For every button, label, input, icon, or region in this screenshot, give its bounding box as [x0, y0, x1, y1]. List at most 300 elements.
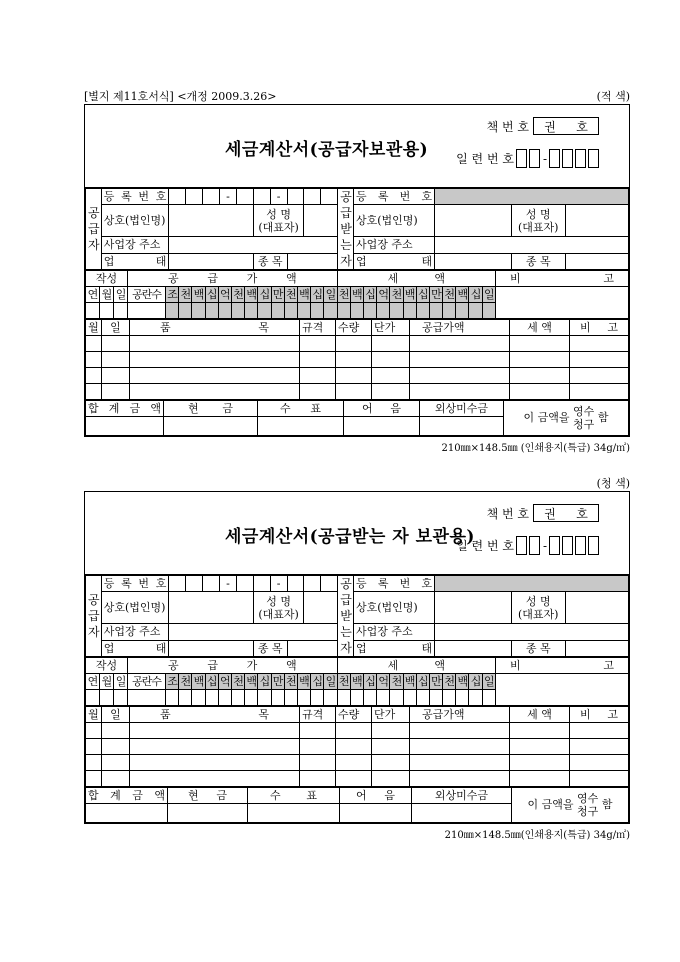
digit-label: 일 — [325, 288, 336, 301]
amount-prefix: 이 금액을 — [527, 798, 574, 811]
digit-label: 만 — [431, 288, 441, 301]
party-table — [85, 188, 629, 270]
digit-field[interactable] — [482, 303, 495, 319]
claim-option[interactable]: 청구 — [573, 418, 595, 431]
digit-label: 조 — [167, 675, 177, 688]
written-label: 작성 — [86, 271, 128, 287]
month-field[interactable] — [100, 303, 114, 319]
serial-box[interactable] — [529, 149, 540, 168]
bill-field[interactable] — [340, 804, 412, 823]
item-kind-field[interactable] — [287, 253, 338, 269]
serial-box[interactable] — [516, 536, 527, 555]
item-row[interactable] — [86, 384, 629, 400]
supply-value-label: 공 급 가 액 — [128, 658, 338, 674]
receiver-biz-type-label: 업 태 — [354, 253, 435, 269]
claim-option[interactable]: 청구 — [577, 805, 599, 818]
credit-label: 외상미수금 — [412, 788, 512, 804]
digit-field[interactable] — [271, 690, 284, 706]
total-table — [85, 400, 629, 436]
receiver-item-kind-field[interactable] — [565, 640, 628, 656]
serial-number — [456, 536, 599, 555]
biz-type-field[interactable] — [169, 640, 253, 656]
receiver-biz-type-field[interactable] — [435, 253, 512, 269]
amount-suffix: 함 — [601, 798, 613, 811]
digit-label: 천 — [338, 675, 349, 688]
year-label: 연 — [86, 674, 100, 690]
receiver-reg-no-field[interactable] — [435, 576, 629, 592]
digit-label: 십 — [206, 288, 217, 301]
digit-label: 조 — [167, 288, 177, 301]
invoice-header — [85, 105, 629, 188]
reg-digit[interactable] — [236, 189, 253, 205]
invoice-sheet — [84, 104, 630, 437]
digit-label: 억 — [378, 675, 389, 688]
digit-field[interactable] — [456, 690, 469, 706]
invoice-header — [85, 492, 629, 575]
bill-label: 어 음 — [344, 401, 420, 417]
digit-label: 십 — [470, 288, 481, 301]
reg-digit[interactable] — [203, 189, 220, 205]
credit-field[interactable] — [420, 417, 504, 436]
book-kwon-label: 권 — [544, 506, 556, 521]
col-tax: 세 액 — [510, 320, 570, 336]
total-field[interactable] — [86, 804, 168, 823]
digit-label: 천 — [391, 288, 402, 301]
digit-label: 억 — [378, 288, 389, 301]
digit-label: 천 — [233, 675, 243, 688]
supply-value-label: 공 급 가 액 — [128, 271, 338, 287]
blank-count-label: 공란수 — [128, 674, 166, 690]
digit-field[interactable] — [284, 303, 297, 319]
reg-no-label: 등 록 번 호 — [101, 576, 169, 592]
book-number-box[interactable] — [533, 504, 599, 522]
digit-label: 십 — [417, 675, 428, 688]
supplier-label: 공급자 — [86, 189, 102, 270]
receiver-label: 공급받는자 — [338, 576, 354, 657]
day-label: 일 — [114, 674, 128, 690]
amount-suffix: 함 — [597, 411, 609, 424]
digit-field[interactable] — [324, 690, 337, 706]
col-day: 일 — [102, 320, 130, 336]
credit-field[interactable] — [412, 804, 512, 823]
serial-box[interactable] — [549, 149, 560, 168]
item-kind-label: 종 목 — [253, 640, 287, 656]
digit-label: 천 — [233, 288, 243, 301]
receiver-item-kind-label: 종 목 — [511, 640, 565, 656]
biz-type-field[interactable] — [169, 253, 253, 269]
digit-label: 천 — [180, 675, 191, 688]
receiver-address-field[interactable] — [435, 624, 629, 640]
digit-field[interactable] — [482, 690, 495, 706]
digit-label: 십 — [417, 288, 428, 301]
digit-field[interactable] — [218, 690, 231, 706]
receipt-option[interactable]: 영수 — [573, 405, 595, 418]
year-field[interactable] — [86, 303, 100, 319]
reg-dash: - — [270, 576, 287, 592]
blank-count-field[interactable] — [128, 690, 166, 706]
digit-field[interactable] — [363, 690, 376, 706]
supplier-label: 공급자 — [86, 576, 102, 657]
company-field[interactable] — [169, 592, 253, 624]
receiver-company-label: 상호(법인명) — [354, 205, 435, 237]
digit-field[interactable] — [350, 303, 363, 319]
digit-label: 백 — [246, 675, 257, 688]
tax-amount-label: 세 액 — [337, 271, 495, 287]
col-unit-price: 단가 — [372, 320, 410, 336]
digit-field[interactable] — [192, 690, 205, 706]
digit-label: 백 — [299, 288, 309, 301]
cash-field[interactable] — [168, 804, 248, 823]
digit-field[interactable] — [245, 303, 258, 319]
reg-digit[interactable] — [169, 189, 186, 205]
reg-digit[interactable] — [203, 576, 220, 592]
digit-label: 십 — [470, 675, 481, 688]
digit-label: 만 — [272, 675, 283, 688]
month-field[interactable] — [100, 690, 114, 706]
digit-field[interactable] — [218, 303, 231, 319]
form-header-line — [84, 477, 630, 491]
check-label: 수 표 — [248, 788, 340, 804]
col-supply-value: 공급가액 — [410, 707, 510, 723]
company-label: 상호(법인명) — [101, 205, 169, 237]
year-label: 연 — [86, 287, 100, 303]
digit-label: 억 — [220, 288, 230, 301]
digit-field[interactable] — [377, 303, 390, 319]
invoice-title: 세금계산서(공급자보관용) — [225, 140, 429, 160]
digit-label: 천 — [285, 288, 296, 301]
item-kind-label: 종 목 — [253, 253, 287, 269]
book-number-label: 책 번 호 — [486, 119, 529, 134]
digit-field[interactable] — [297, 303, 310, 319]
digit-field[interactable] — [416, 690, 429, 706]
invoice-title: 세금계산서(공급받는 자 보관용) — [225, 527, 475, 547]
reg-digit[interactable] — [304, 576, 321, 592]
digit-label: 백 — [404, 288, 415, 301]
digit-field[interactable] — [258, 690, 271, 706]
item-table — [85, 706, 629, 787]
receiver-biz-type-field[interactable] — [435, 640, 512, 656]
col-item: 품 목 — [130, 707, 300, 723]
cash-label: 현 금 — [168, 788, 248, 804]
digit-label: 십 — [365, 675, 375, 688]
item-row[interactable] — [86, 755, 629, 771]
receipt-claim-box — [504, 401, 629, 436]
check-label: 수 표 — [258, 401, 344, 417]
reg-digit[interactable] — [321, 576, 338, 592]
col-item: 품 목 — [130, 320, 300, 336]
digit-label: 천 — [444, 288, 454, 301]
receiver-address-label: 사업장 주소 — [354, 237, 435, 253]
digit-label: 일 — [483, 288, 494, 301]
digit-field[interactable] — [350, 690, 363, 706]
day-label: 일 — [114, 287, 128, 303]
check-field[interactable] — [248, 804, 340, 823]
reg-digit[interactable] — [186, 576, 203, 592]
digit-field[interactable] — [390, 690, 403, 706]
digit-field[interactable] — [403, 690, 416, 706]
digit-field[interactable] — [311, 303, 324, 319]
serial-dash: - — [542, 151, 547, 166]
digit-label: 백 — [457, 675, 468, 688]
digit-label: 만 — [431, 675, 441, 688]
digit-label: 천 — [338, 288, 349, 301]
receiver-company-field[interactable] — [435, 592, 512, 624]
col-month: 월 — [86, 320, 102, 336]
digit-field[interactable] — [205, 690, 218, 706]
digit-field[interactable] — [205, 303, 218, 319]
digit-label: 십 — [259, 288, 270, 301]
company-label: 상호(법인명) — [101, 592, 169, 624]
serial-box[interactable] — [575, 536, 586, 555]
serial-box[interactable] — [529, 536, 540, 555]
digit-field[interactable] — [429, 303, 442, 319]
digit-label: 일 — [325, 675, 336, 688]
paper-spec: 210㎜×148.5㎜ (인쇄용지(특급) 34g/㎡) — [441, 443, 630, 454]
form-header-line — [84, 90, 630, 104]
day-field[interactable] — [114, 690, 128, 706]
digit-field[interactable] — [192, 303, 205, 319]
tax-amount-label: 세 액 — [337, 658, 495, 674]
month-label: 월 — [100, 674, 114, 690]
digit-field[interactable] — [390, 303, 403, 319]
col-spec: 규격 — [300, 707, 336, 723]
receiver-representative-label: 성 명 (대표자) — [511, 205, 565, 237]
receiver-item-kind-field[interactable] — [565, 253, 628, 269]
digit-field[interactable] — [443, 690, 456, 706]
bill-label: 어 음 — [340, 788, 412, 804]
digit-label: 백 — [246, 288, 257, 301]
col-spec: 규격 — [300, 320, 336, 336]
digit-field[interactable] — [377, 690, 390, 706]
representative-label: 성 명 (대표자) — [253, 205, 304, 237]
item-row[interactable] — [86, 336, 629, 352]
item-row[interactable] — [86, 771, 629, 787]
written-label: 작성 — [86, 658, 128, 674]
address-label: 사업장 주소 — [101, 624, 169, 640]
receiver-address-field[interactable] — [435, 237, 629, 253]
representative-field[interactable] — [304, 592, 338, 624]
copy-color: (적 색) — [596, 90, 630, 103]
receiver-reg-no-label: 등 록 번 호 — [354, 576, 435, 592]
receiver-company-field[interactable] — [435, 205, 512, 237]
representative-field[interactable] — [304, 205, 338, 237]
digit-field[interactable] — [311, 690, 324, 706]
digit-field[interactable] — [284, 690, 297, 706]
digit-label: 백 — [299, 675, 309, 688]
reg-digit[interactable] — [304, 189, 321, 205]
digit-label: 백 — [193, 675, 204, 688]
address-field[interactable] — [169, 237, 338, 253]
digit-label: 십 — [206, 675, 217, 688]
col-remark: 비 고 — [570, 320, 629, 336]
digit-field[interactable] — [337, 690, 350, 706]
col-day: 일 — [102, 707, 130, 723]
biz-type-label: 업 태 — [101, 253, 169, 269]
col-remark: 비 고 — [570, 707, 629, 723]
digit-field[interactable] — [324, 303, 337, 319]
digit-label: 십 — [312, 675, 322, 688]
party-table — [85, 575, 629, 657]
book-number — [487, 504, 599, 522]
serial-number-label: 일 련 번 호 — [456, 539, 514, 553]
total-table — [85, 787, 629, 823]
digit-label: 백 — [352, 675, 362, 688]
digit-field[interactable] — [166, 690, 179, 706]
total-label: 합 계 금 액 — [86, 401, 164, 417]
tax-invoice-receiver-copy — [84, 477, 630, 841]
digit-label: 억 — [220, 675, 230, 688]
book-number-box[interactable] — [533, 117, 599, 135]
day-field[interactable] — [114, 303, 128, 319]
digit-label: 만 — [272, 288, 283, 301]
receiver-item-kind-label: 종 목 — [511, 253, 565, 269]
digit-field[interactable] — [443, 303, 456, 319]
digit-field[interactable] — [456, 303, 469, 319]
digit-label: 천 — [285, 675, 296, 688]
serial-box[interactable] — [549, 536, 560, 555]
item-row[interactable] — [86, 352, 629, 368]
digit-label: 백 — [404, 675, 415, 688]
receiver-reg-no-label: 등 록 번 호 — [354, 189, 435, 205]
digit-field[interactable] — [166, 303, 179, 319]
reg-no-label: 등 록 번 호 — [101, 189, 169, 205]
blank-count-label: 공란수 — [128, 287, 166, 303]
receiver-biz-type-label: 업 태 — [354, 640, 435, 656]
total-field[interactable] — [86, 417, 164, 436]
digit-field[interactable] — [271, 303, 284, 319]
digit-label: 십 — [259, 675, 270, 688]
address-label: 사업장 주소 — [101, 237, 169, 253]
tax-invoice-supplier-copy — [84, 90, 630, 454]
reg-digit[interactable] — [287, 576, 304, 592]
digit-label: 십 — [312, 288, 322, 301]
remarks-field[interactable] — [495, 287, 628, 319]
paper-spec: 210㎜×148.5㎜(인쇄용지(특급) 34g/㎡) — [444, 830, 630, 841]
receipt-claim-box — [512, 788, 629, 823]
serial-box[interactable] — [575, 149, 586, 168]
digit-field[interactable] — [179, 690, 192, 706]
reg-dash: - — [220, 576, 237, 592]
copy-color: (청 색) — [596, 477, 630, 490]
serial-box[interactable] — [516, 149, 527, 168]
cash-field[interactable] — [164, 417, 258, 436]
receiver-representative-field[interactable] — [565, 592, 628, 624]
receiver-representative-label: 성 명 (대표자) — [511, 592, 565, 624]
digit-field[interactable] — [297, 690, 310, 706]
digit-field[interactable] — [416, 303, 429, 319]
digit-field[interactable] — [231, 303, 244, 319]
item-row[interactable] — [86, 723, 629, 739]
remarks-label: 비 고 — [495, 271, 628, 287]
reg-dash: - — [220, 189, 237, 205]
book-number-label: 책 번 호 — [486, 506, 529, 521]
digit-label: 천 — [391, 675, 402, 688]
reg-digit[interactable] — [169, 576, 186, 592]
serial-box[interactable] — [588, 536, 599, 555]
item-kind-field[interactable] — [287, 640, 338, 656]
col-qty: 수량 — [336, 320, 372, 336]
remarks-label: 비 고 — [495, 658, 628, 674]
serial-number — [456, 149, 599, 168]
receipt-option[interactable]: 영수 — [577, 792, 599, 805]
book-ho-label: 호 — [576, 506, 588, 521]
col-qty: 수량 — [336, 707, 372, 723]
digit-label: 백 — [193, 288, 204, 301]
digit-field[interactable] — [245, 690, 258, 706]
book-number — [487, 117, 599, 135]
digit-field[interactable] — [469, 690, 482, 706]
reg-digit[interactable] — [236, 576, 253, 592]
reg-digit[interactable] — [321, 189, 338, 205]
check-field[interactable] — [258, 417, 344, 436]
reg-digit[interactable] — [186, 189, 203, 205]
item-row[interactable] — [86, 739, 629, 755]
credit-label: 외상미수금 — [420, 401, 504, 417]
digit-field[interactable] — [403, 303, 416, 319]
serial-number-label: 일 련 번 호 — [456, 152, 514, 166]
digit-label: 천 — [180, 288, 191, 301]
receiver-company-label: 상호(법인명) — [354, 592, 435, 624]
digit-field[interactable] — [429, 690, 442, 706]
serial-box[interactable] — [562, 536, 573, 555]
address-field[interactable] — [169, 624, 338, 640]
item-row[interactable] — [86, 368, 629, 384]
digit-field[interactable] — [469, 303, 482, 319]
digit-label: 천 — [444, 675, 454, 688]
blank-count-field[interactable] — [128, 303, 166, 319]
remarks-field[interactable] — [495, 674, 628, 706]
book-kwon-label: 권 — [544, 119, 556, 134]
receiver-address-label: 사업장 주소 — [354, 624, 435, 640]
col-month: 월 — [86, 707, 102, 723]
reg-digit[interactable] — [253, 576, 270, 592]
digit-field[interactable] — [231, 690, 244, 706]
amount-table — [85, 657, 629, 706]
col-supply-value: 공급가액 — [410, 320, 510, 336]
cash-label: 현 금 — [164, 401, 258, 417]
receiver-label: 공급받는자 — [338, 189, 354, 270]
digit-field[interactable] — [179, 303, 192, 319]
amount-table — [85, 270, 629, 319]
reg-digit[interactable] — [253, 189, 270, 205]
digit-field[interactable] — [337, 303, 350, 319]
amount-prefix: 이 금액을 — [523, 411, 570, 424]
bill-field[interactable] — [344, 417, 420, 436]
biz-type-label: 업 태 — [101, 640, 169, 656]
total-label: 합 계 금 액 — [86, 788, 168, 804]
company-field[interactable] — [169, 205, 253, 237]
digit-label: 백 — [457, 288, 468, 301]
col-unit-price: 단가 — [372, 707, 410, 723]
book-ho-label: 호 — [576, 119, 588, 134]
digit-label: 백 — [352, 288, 362, 301]
reg-digit[interactable] — [287, 189, 304, 205]
receiver-representative-field[interactable] — [565, 205, 628, 237]
digit-label: 십 — [365, 288, 375, 301]
digit-field[interactable] — [258, 303, 271, 319]
invoice-sheet — [84, 491, 630, 824]
digit-label: 일 — [483, 675, 494, 688]
serial-box[interactable] — [562, 149, 573, 168]
digit-field[interactable] — [363, 303, 376, 319]
year-field[interactable] — [86, 690, 100, 706]
col-tax: 세 액 — [510, 707, 570, 723]
reg-dash: - — [270, 189, 287, 205]
receiver-reg-no-field[interactable] — [435, 189, 629, 205]
serial-box[interactable] — [588, 149, 599, 168]
item-table — [85, 319, 629, 400]
month-label: 월 — [100, 287, 114, 303]
